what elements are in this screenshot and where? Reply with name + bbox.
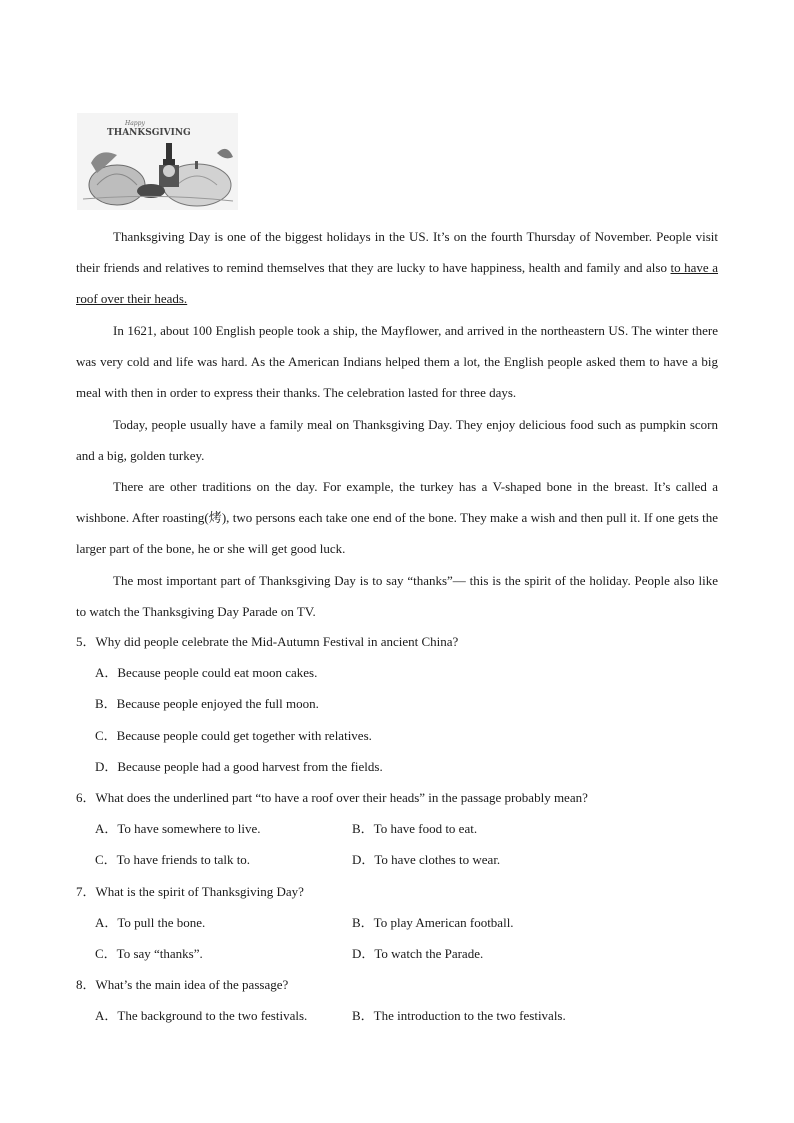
question-5-stem: 5．Why did people celebrate the Mid-Autumn Festival in ancient China? [76,634,459,649]
illustration-happy-text: Happy [125,120,145,127]
question-6-stem: 6．What does the underlined part “to have a roof over their heads” in the passage probably mean? [76,790,588,805]
thanksgiving-illustration [77,113,238,210]
question-5-option-b[interactable]: B．Because people enjoyed the full moon. [95,696,319,711]
passage-paragraph-2: In 1621, about 100 English people took a ship, the Mayflower, and arrived in the northeastern US. The winter there was very cold and life was hard. As the American Indians helped them a lot, the English people asked them to have a big meal with then in order to express their thanks. The celebration lasted for three days. [76,323,718,401]
question-6-option-b[interactable]: B．To have food to eat. [352,821,478,836]
passage-paragraph-4: There are other traditions on the day. For example, the turkey has a V-shaped bone in the breast. It’s called a wishbone. After roasting(烤), two persons each take one end of the bone. They make a wish and then pull it. If one gets the larger part of the bone, he or she will get good luck. [76,479,718,557]
question-6-option-a[interactable]: A．To have somewhere to live. [95,821,261,836]
question-5-option-d[interactable]: D．Because people had a good harvest from the fields. [95,759,383,774]
question-8-option-b[interactable]: B．The introduction to the two festivals. [352,1008,566,1023]
passage-paragraph-3: Today, people usually have a family meal on Thanksgiving Day. They enjoy delicious food such as pumpkin scorn and a big, golden turkey. [76,417,718,464]
question-8-option-a[interactable]: A．The background to the two festivals. [95,1008,308,1023]
question-8-stem: 8．What’s the main idea of the passage? [76,977,289,992]
question-5-option-c[interactable]: C．Because people could get together with relatives. [95,728,372,743]
paragraph-1-text: Thanksgiving Day is one of the biggest holidays in the US. It’s on the fourth Thursday of November. People visit their friends and relatives to remind themselves that they are lucky to have happiness, health and family and also [76,229,718,276]
passage-paragraph-5: The most important part of Thanksgiving Day is to say “thanks”— this is the spirit of the holiday. People also like to watch the Thanksgiving Day Parade on TV. [76,573,718,620]
question-7-option-a[interactable]: A．To pull the bone. [95,915,206,930]
illustration-title-text: THANKSGIVING [107,128,191,138]
question-7-option-d[interactable]: D．To watch the Parade. [352,946,484,961]
question-7-option-c[interactable]: C．To say “thanks”. [95,946,203,961]
question-5-option-a[interactable]: A．Because people could eat moon cakes. [95,665,318,680]
question-6-option-c[interactable]: C．To have friends to talk to. [95,852,251,867]
underlined-phrase: to have a roof over their heads. [76,260,719,307]
question-7-stem: 7．What is the spirit of Thanksgiving Day? [76,884,304,899]
passage-paragraph-1 [76,221,718,315]
question-6-option-d[interactable]: D．To have clothes to wear. [352,852,501,867]
question-7-option-b[interactable]: B．To play American football. [352,915,514,930]
